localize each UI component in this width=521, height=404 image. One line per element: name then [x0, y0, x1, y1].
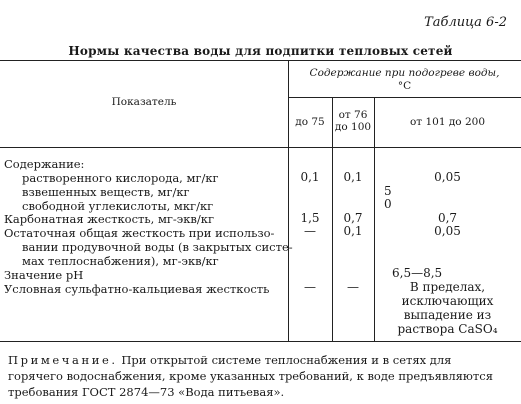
- value-co2-merged: 0: [384, 197, 392, 211]
- value-residual-col2: 0,1: [343, 224, 363, 238]
- row-label-residual-3: мах теплоснабжения), мг-экв/кг: [22, 254, 219, 268]
- note-line2: горячего водоснабжения, кроме указанных требований, к воде предъявляются: [8, 369, 493, 383]
- value-sulfate-col3-line2: исключающих: [401, 294, 494, 308]
- row-label-ph: Значение pH: [4, 268, 84, 282]
- header-indicator: Показатель: [111, 96, 177, 108]
- value-carbonate-col2: 0,7: [343, 211, 363, 225]
- header-col2-line1: от 76: [338, 109, 368, 121]
- header-sub-rule: [288, 97, 521, 98]
- row-label-residual-2: вании продувочной воды (в закрытых систе-: [22, 240, 293, 254]
- table-title: Нормы качества воды для подпитки тепловых сетей: [68, 44, 453, 58]
- value-sulfate-col3-line4: раствора CaSO₄: [397, 322, 498, 336]
- row-label-carbonate: Карбонатная жесткость, мг-экв/кг: [4, 212, 214, 226]
- value-residual-col1: —: [304, 224, 316, 238]
- row-label-suspended: взвешенных веществ, мг/кг: [22, 185, 190, 199]
- value-sulfate-col1: —: [304, 280, 316, 294]
- value-residual-col3: 0,05: [434, 224, 461, 238]
- value-ph-merged: 6,5—8,5: [392, 266, 443, 280]
- value-carbonate-col3: 0,7: [437, 211, 458, 225]
- value-sulfate-col2: —: [347, 280, 359, 294]
- header-col2-line2: до 100: [334, 121, 372, 133]
- table-top-rule: [0, 60, 521, 61]
- header-content-line1: Содержание при подогреве воды,: [309, 67, 500, 79]
- row-label-content: Содержание:: [4, 157, 85, 171]
- value-suspended-merged: 5: [384, 184, 392, 198]
- note-line3: требования ГОСТ 2874—73 «Вода питьевая».: [8, 385, 285, 399]
- column-divider-1: [288, 60, 289, 341]
- row-label-oxygen: растворенного кислорода, мг/кг: [22, 171, 219, 185]
- value-oxygen-col1: 0,1: [300, 170, 320, 184]
- note-line1-text: При открытой системе теплоснабжения и в сетях для: [121, 353, 452, 367]
- header-col1: до 75: [295, 116, 325, 128]
- header-bottom-rule: [0, 147, 521, 148]
- value-sulfate-col3-line1: В пределах,: [409, 280, 486, 294]
- table-caption: Таблица 6-2: [424, 15, 507, 30]
- table-bottom-rule: [0, 341, 521, 342]
- header-content-line2: °С: [397, 80, 412, 92]
- value-sulfate-col3-line3: выпадение из: [403, 308, 492, 322]
- value-oxygen-col2: 0,1: [343, 170, 363, 184]
- value-oxygen-col3: 0,05: [434, 170, 461, 184]
- row-label-sulfate: Условная сульфатно-кальциевая жесткость: [4, 282, 270, 296]
- row-label-co2: свободной углекислоты, мкг/кг: [22, 199, 214, 213]
- note-line1: [8, 352, 451, 368]
- row-label-residual-1: Остаточная общая жесткость при использо-: [4, 226, 275, 240]
- note-label: Примечание.: [8, 353, 118, 367]
- header-col3: от 101 до 200: [409, 116, 485, 128]
- value-carbonate-col1: 1,5: [300, 211, 320, 225]
